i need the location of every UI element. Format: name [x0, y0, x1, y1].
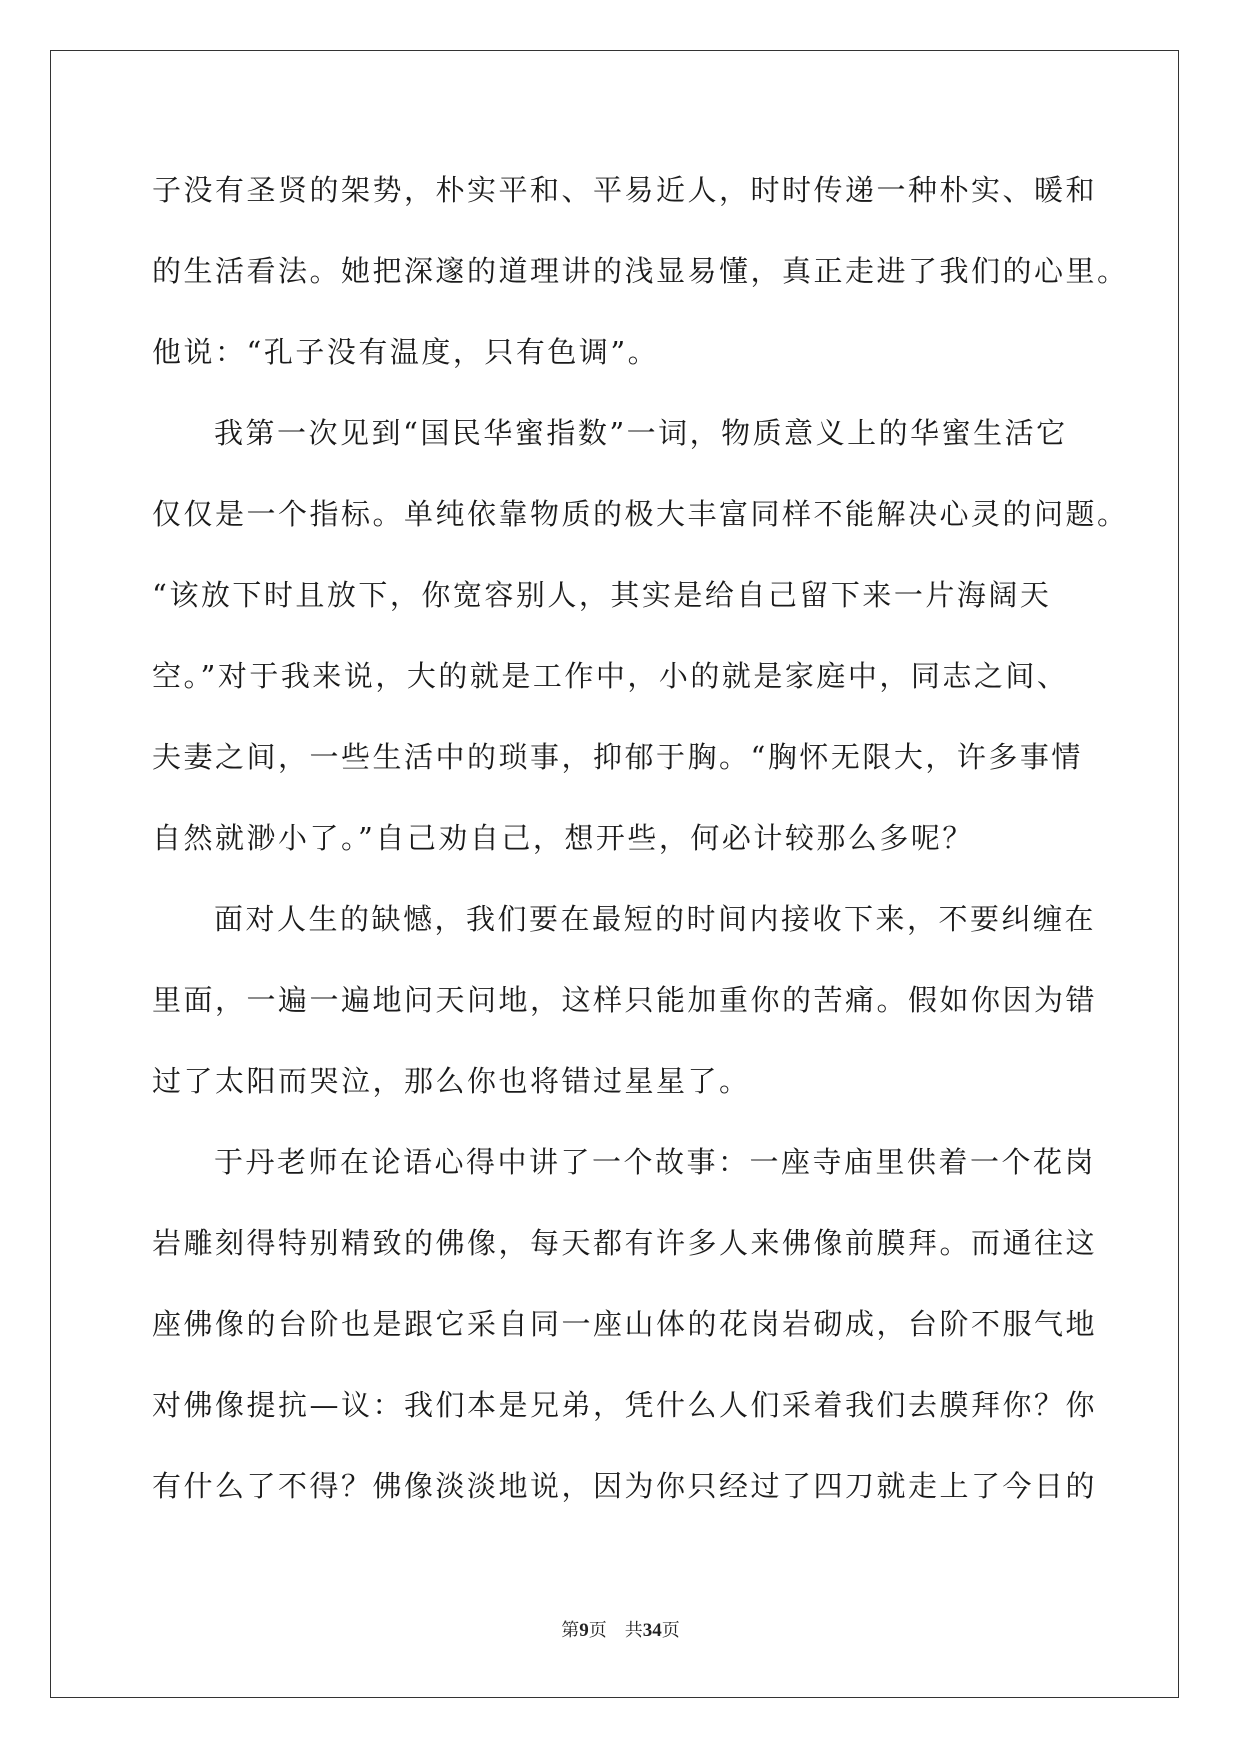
text-line: 里面，一遍一遍地问天问地，这样只能加重你的苦痛。假如你因为错: [152, 983, 1098, 1017]
page-prefix: 第: [561, 1620, 580, 1641]
text-line: 夫妻之间，一些生活中的琐事，抑郁于胸。“胸怀无限大，许多事情: [152, 740, 1083, 774]
text-line: 岩雕刻得特别精致的佛像，每天都有许多人来佛像前膜拜。而通往这: [152, 1226, 1098, 1260]
text-line: 自然就渺小了。”自己劝自己，想开些，何必计较那么多呢？: [152, 821, 974, 855]
text-line: 过了太阳而哭泣，那么你也将错过星星了。: [152, 1064, 751, 1098]
total-prefix: 共: [624, 1620, 643, 1641]
text-line: “该放下时且放下，你宽容别人，其实是给自己留下来一片海阔天: [152, 578, 1052, 612]
text-line: 座佛像的台阶也是跟它采自同一座山体的花岗岩砌成，台阶不服气地: [152, 1307, 1098, 1341]
page-suffix: 页: [588, 1620, 607, 1641]
text-line: 面对人生的缺憾，我们要在最短的时间内接收下来，不要纠缠在: [214, 902, 1097, 936]
paragraph: [152, 895, 1098, 1138]
text-line: 空。”对于我来说，大的就是工作中，小的就是家庭中，同志之间、: [152, 659, 1069, 693]
page-footer: [0, 1616, 1241, 1642]
paragraph: [152, 166, 1129, 409]
total-suffix: 页: [661, 1620, 680, 1641]
document-body: [152, 166, 1129, 1543]
text-line: 于丹老师在论语心得中讲了一个故事：一座寺庙里供着一个花岗: [214, 1145, 1097, 1179]
text-line: 子没有圣贤的架势，朴实平和、平易近人，时时传递一种朴实、暖和: [152, 173, 1098, 207]
text-line: 的生活看法。她把深邃的道理讲的浅显易懂，真正走进了我们的心里。: [152, 254, 1129, 288]
paragraph: [152, 409, 1129, 895]
total-pages: 34: [642, 1620, 662, 1641]
text-line: 他说：“孔子没有温度，只有色调”。: [152, 335, 660, 369]
text-line: 对佛像提抗—议：我们本是兄弟，凭什么人们采着我们去膜拜你？你: [152, 1388, 1098, 1422]
text-line: 我第一次见到“国民华蜜指数”一词，物质意义上的华蜜生活它: [214, 416, 1068, 450]
paragraph: [152, 1138, 1098, 1543]
page-number: 9: [579, 1620, 589, 1641]
text-line: 仅仅是一个指标。单纯依靠物质的极大丰富同样不能解决心灵的问题。: [152, 497, 1129, 531]
text-line: 有什么了不得？佛像淡淡地说，因为你只经过了四刀就走上了今日的: [152, 1469, 1098, 1503]
